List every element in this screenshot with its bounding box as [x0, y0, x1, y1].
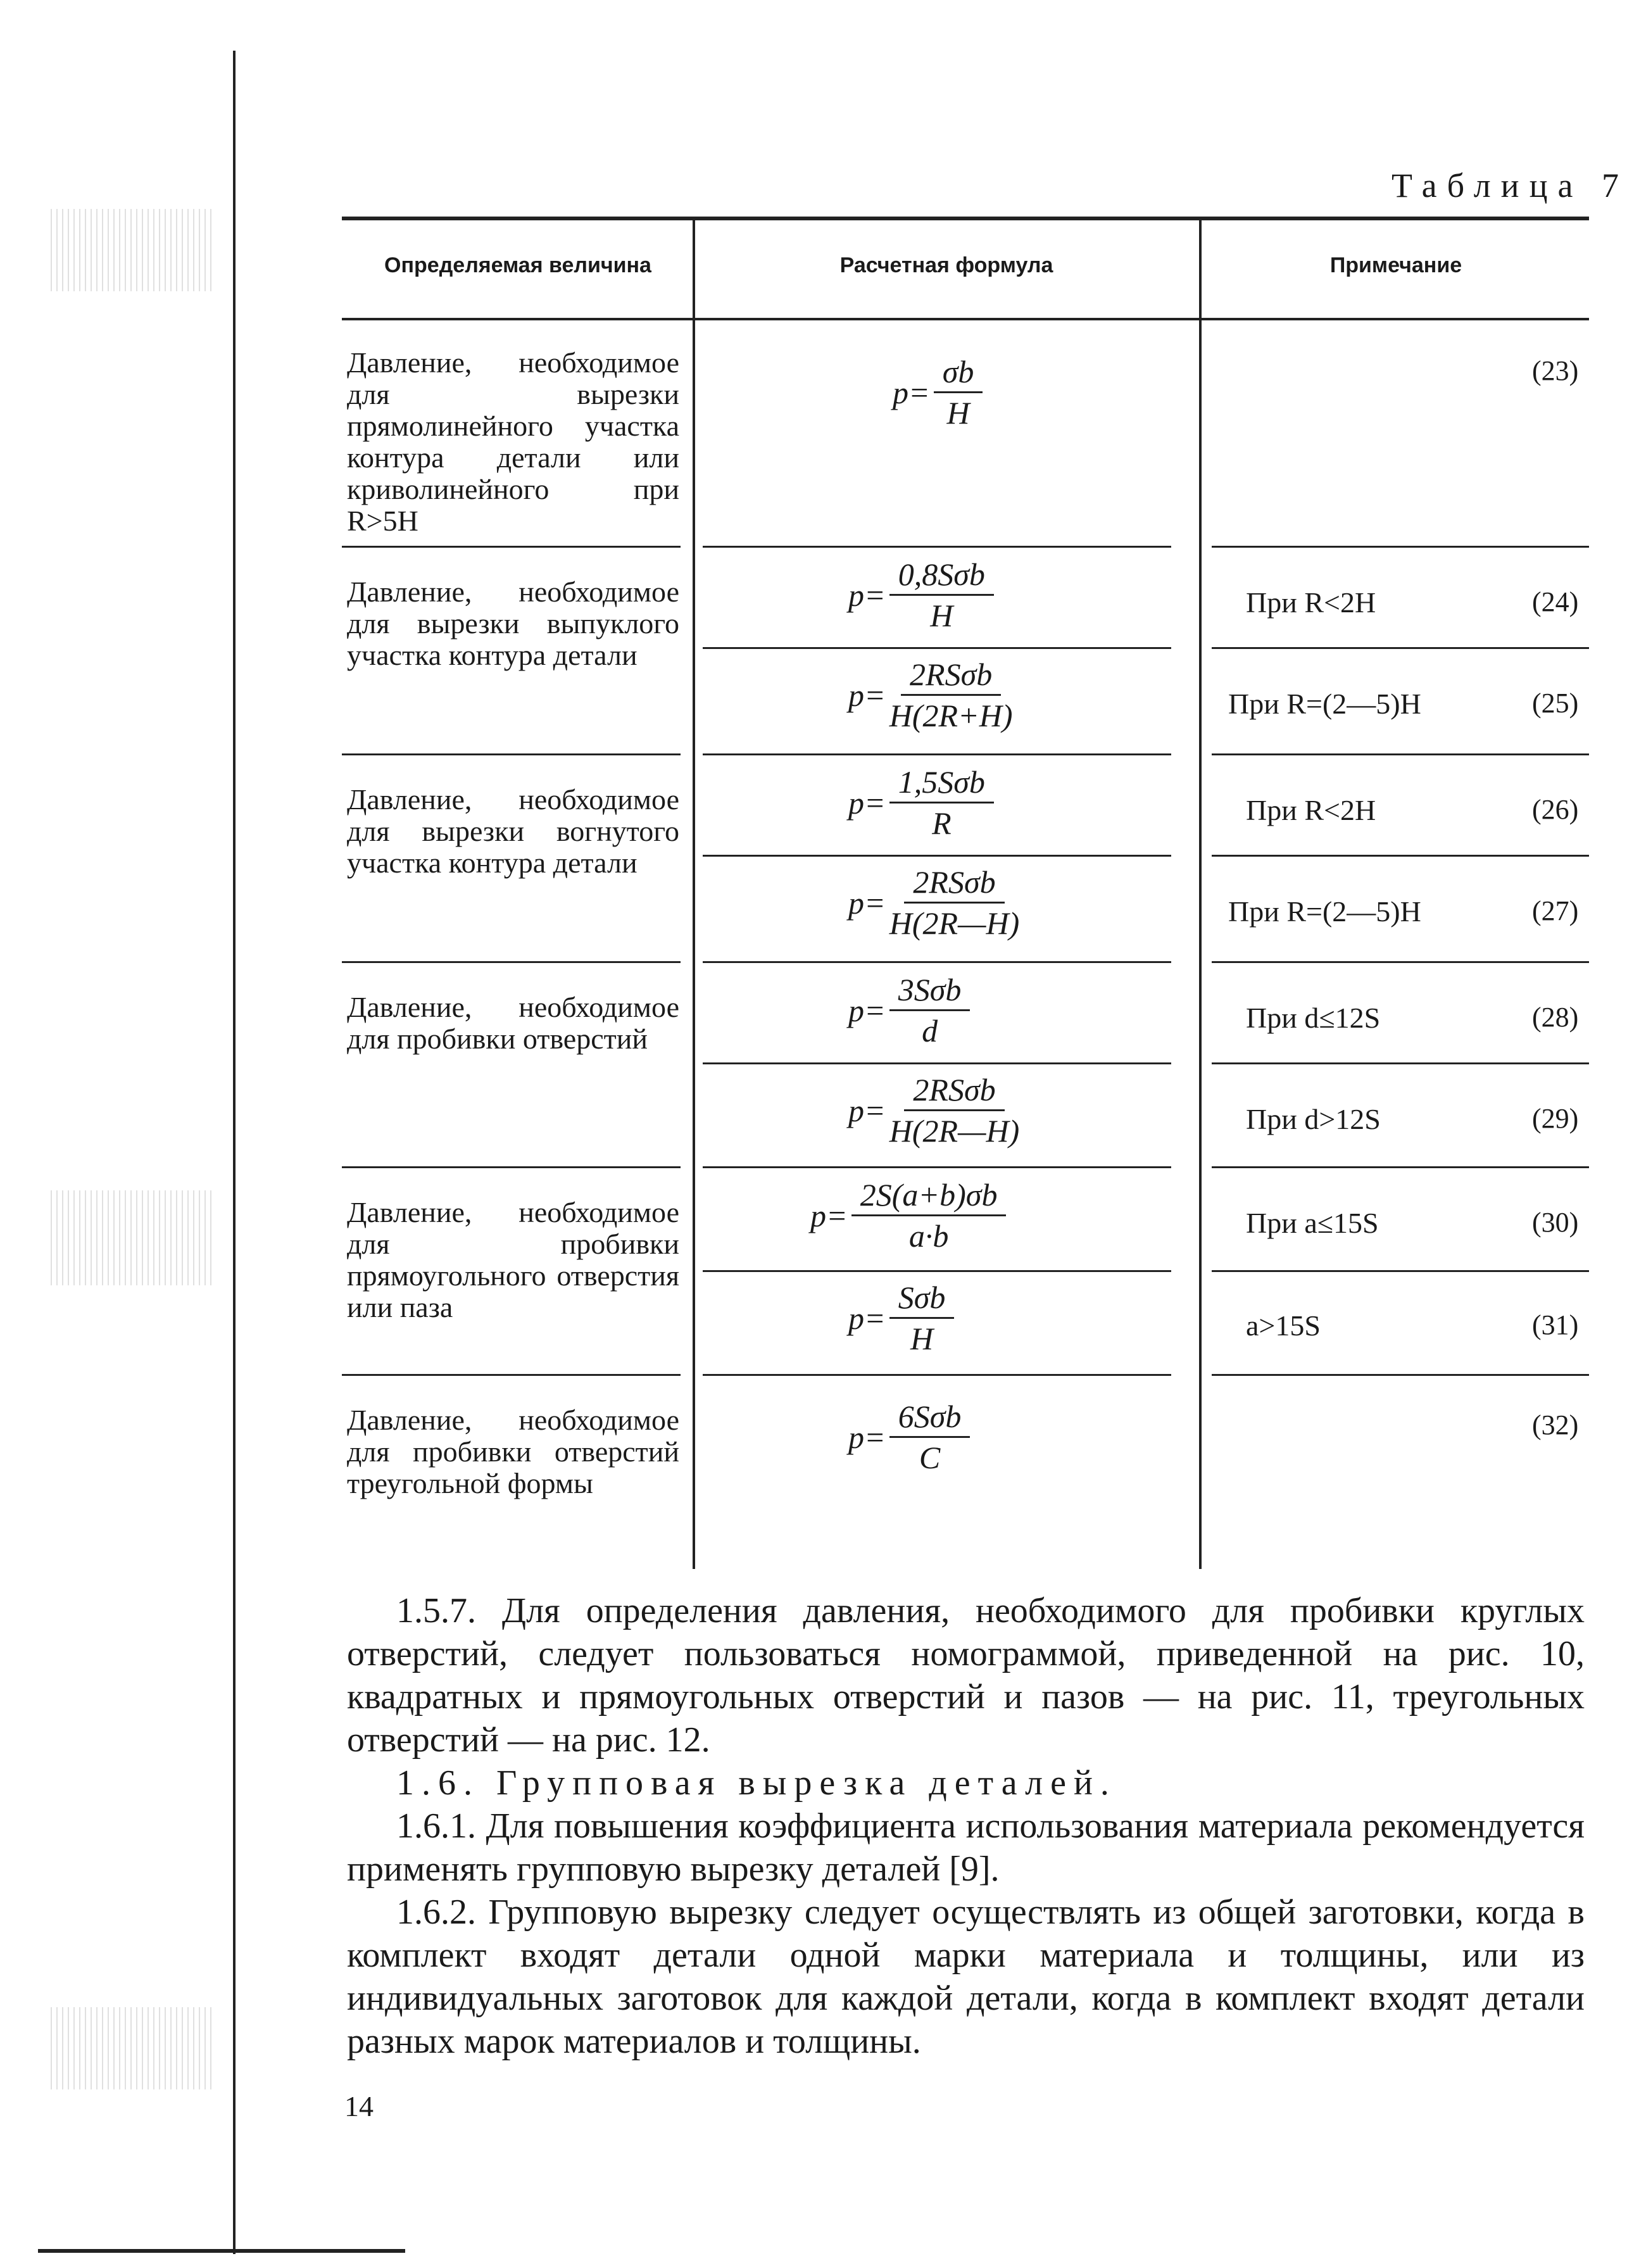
- paragraph-1-5-7: 1.5.7. Для определения давления, необходимого для пробивки круглых отверстий, следует пользоваться номограммой, приведенной на рис. 10, квадратных и прямоугольных отверстий и пазов — на рис. 11, треугольных отверстий — на рис. 12.: [347, 1591, 1585, 1760]
- formula-lhs: p=: [848, 577, 886, 613]
- group-rule: [342, 753, 681, 755]
- formula-lhs: p=: [848, 677, 886, 713]
- formula-numerator: 2RSσb: [904, 865, 1004, 904]
- formula-note: При R=(2—5)H: [1228, 895, 1421, 928]
- formula-denominator: H(2R+H): [889, 698, 1013, 733]
- formula: [848, 973, 970, 1048]
- subrow-rule: [703, 1062, 1171, 1064]
- subrow-rule: [1212, 1062, 1589, 1064]
- group-rule: [703, 1166, 1171, 1168]
- group-rule: [342, 961, 681, 963]
- equation-number: (23): [1532, 355, 1579, 386]
- group-rule: [703, 546, 1171, 548]
- table-top-rule: [342, 217, 1589, 220]
- formula-note: При R<2H: [1246, 586, 1376, 619]
- formula-note: a>15S: [1246, 1309, 1321, 1342]
- page-number: 14: [344, 2090, 374, 2122]
- formula-lhs: p=: [848, 1300, 886, 1336]
- section-heading-text: 1.6. Групповая вырезка деталей.: [396, 1763, 1117, 1803]
- quantity-cell: Давление, необходимое для вырезки выпуклого участка контура детали: [347, 576, 679, 671]
- subrow-rule: [1212, 647, 1589, 649]
- formula: [848, 865, 1019, 940]
- formula-numerator: 2RSσb: [901, 657, 1001, 696]
- group-rule: [703, 753, 1171, 755]
- formula: [848, 557, 994, 633]
- quantity-cell: Давление, необходимое для пробивки отверстий: [347, 991, 679, 1055]
- paragraph-1-6-2: 1.6.2. Групповую вырезку следует осуществлять из общей заготовки, когда в комплект входят детали одной марки материала и толщины, или из индивидуальных заготовок для каждой детали, когда в комплект входят детали разных марок материалов и толщины.: [347, 1893, 1585, 2061]
- equation-number: (27): [1532, 895, 1579, 926]
- quantity-cell: Давление, необходимое для пробивки отверстий треугольной формы: [347, 1404, 679, 1499]
- formula-numerator: 3Sσb: [889, 973, 971, 1011]
- binding-edge-line: [233, 51, 236, 2254]
- group-rule: [703, 961, 1171, 963]
- subrow-rule: [1212, 1270, 1589, 1272]
- equation-number: (31): [1532, 1309, 1579, 1340]
- column-divider: [1199, 220, 1202, 1569]
- formula: [893, 355, 983, 430]
- quantity-cell: Давление, необходимое для вырезки вогнутого участка контура детали: [347, 783, 679, 879]
- group-rule: [1212, 546, 1589, 548]
- section-heading-1-6: [347, 1761, 1585, 1805]
- column-divider: [693, 220, 695, 1569]
- formula-note: При a≤15S: [1246, 1207, 1379, 1239]
- group-rule: [1212, 1166, 1589, 1168]
- formula-note: При R=(2—5)H: [1228, 688, 1421, 720]
- formula-numerator: Sσb: [889, 1280, 955, 1319]
- formula-denominator: H: [910, 1321, 934, 1356]
- formula-denominator: R: [932, 805, 952, 841]
- header-quantity: Определяемая величина: [384, 253, 651, 277]
- equation-number: (24): [1532, 586, 1579, 617]
- formula-numerator: 0,8Sσb: [889, 557, 994, 596]
- group-rule: [342, 546, 681, 548]
- equation-number: (26): [1532, 794, 1579, 825]
- formula-numerator: 2S(a+b)σb: [851, 1178, 1007, 1216]
- group-rule: [1212, 753, 1589, 755]
- formula-lhs: p=: [893, 374, 930, 410]
- header-note: Примечание: [1329, 253, 1462, 277]
- formula-numerator: 2RSσb: [904, 1073, 1004, 1111]
- group-rule: [703, 1374, 1171, 1376]
- binding-edge-foot: [38, 2249, 405, 2253]
- formula: [848, 1399, 970, 1475]
- formula-denominator: d: [922, 1013, 938, 1049]
- formula-lhs: p=: [810, 1197, 848, 1233]
- header-formula: Расчетная формула: [839, 253, 1053, 277]
- group-rule: [1212, 961, 1589, 963]
- scan-speckle: [51, 209, 215, 291]
- formula-denominator: a·b: [908, 1218, 949, 1254]
- formula: [848, 1073, 1019, 1148]
- subrow-rule: [703, 1270, 1171, 1272]
- formula-note: При d>12S: [1246, 1103, 1381, 1135]
- formula-denominator: H(2R—H): [889, 905, 1020, 941]
- equation-number: (32): [1532, 1409, 1579, 1440]
- formula: [848, 1280, 954, 1356]
- table-caption: Таблица 7: [1392, 167, 1629, 205]
- equation-number: (29): [1532, 1103, 1579, 1134]
- group-rule: [342, 1374, 681, 1376]
- group-rule: [342, 1166, 681, 1168]
- formula: [848, 657, 1013, 733]
- paragraph-1-6-1: 1.6.1. Для повышения коэффициента использования материала рекомендуется применять групповую вырезку деталей [9].: [347, 1806, 1585, 1889]
- formula-denominator: H: [946, 395, 970, 431]
- formula-lhs: p=: [848, 1092, 886, 1128]
- group-rule: [1212, 1374, 1589, 1376]
- subrow-rule: [703, 647, 1171, 649]
- subrow-rule: [703, 855, 1171, 857]
- formula-lhs: p=: [848, 992, 886, 1028]
- formula-denominator: H: [930, 598, 953, 633]
- formula-lhs: p=: [848, 885, 886, 921]
- formula-lhs: p=: [848, 1419, 886, 1455]
- formula-note: При d≤12S: [1246, 1002, 1381, 1034]
- scan-speckle: [51, 1190, 215, 1285]
- formula-numerator: 6Sσb: [889, 1399, 971, 1438]
- scan-speckle: [51, 2007, 215, 2089]
- formula: [848, 765, 994, 840]
- formula-lhs: p=: [848, 784, 886, 821]
- subrow-rule: [1212, 855, 1589, 857]
- formula: [810, 1178, 1006, 1253]
- formula-denominator: H(2R—H): [889, 1113, 1020, 1149]
- header-bottom-rule: [342, 318, 1589, 320]
- equation-number: (28): [1532, 1002, 1579, 1033]
- quantity-cell: Давление, необходимое для пробивки прямоугольного отверстия или паза: [347, 1196, 679, 1323]
- formula-numerator: σb: [934, 355, 983, 393]
- formula-numerator: 1,5Sσb: [889, 765, 994, 803]
- equation-number: (25): [1532, 688, 1579, 719]
- quantity-cell: Давление, необходимое для вырезки прямолинейного участка контура детали или криволинейного при R>5H: [347, 346, 679, 537]
- equation-number: (30): [1532, 1207, 1579, 1238]
- formula-note: При R<2H: [1246, 794, 1376, 826]
- formula-denominator: C: [919, 1440, 941, 1475]
